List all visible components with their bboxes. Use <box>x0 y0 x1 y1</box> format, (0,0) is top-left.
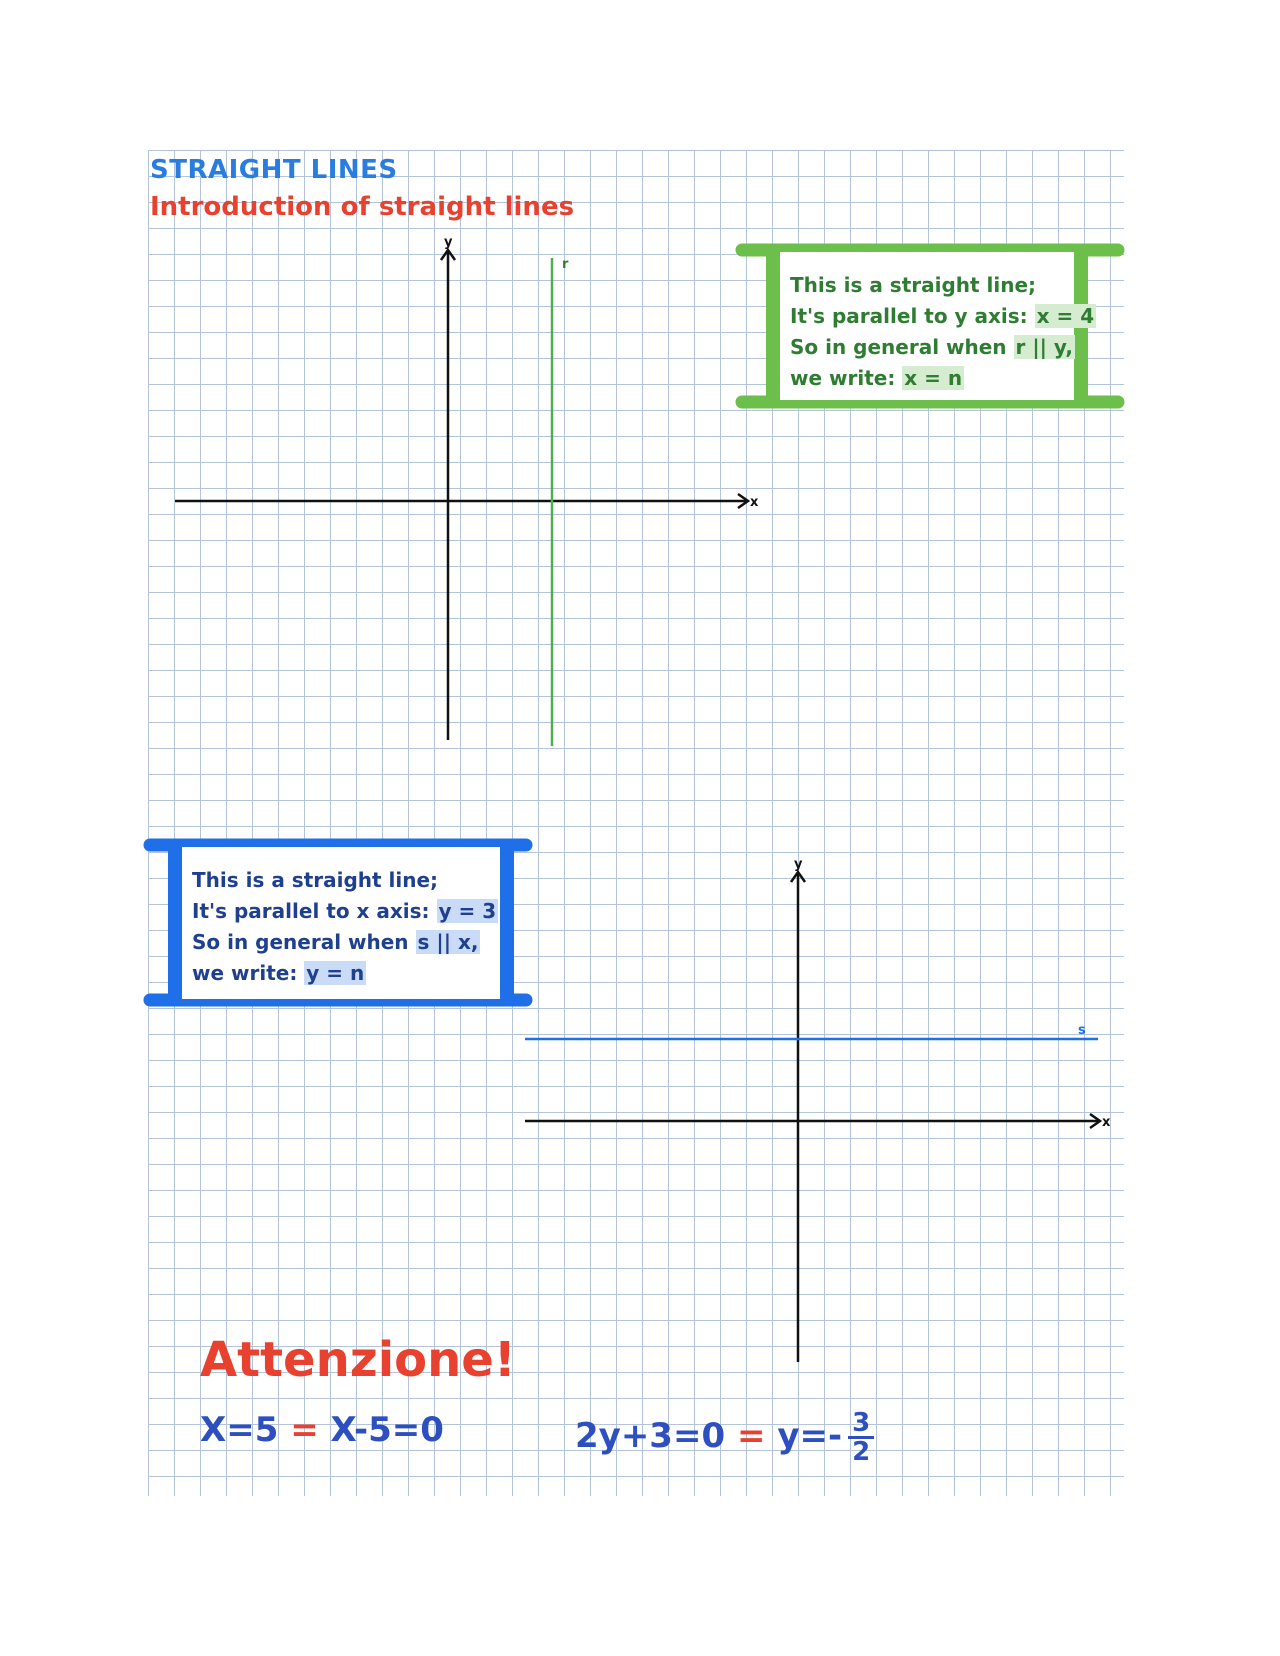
attention-heading: Attenzione! <box>200 1332 516 1388</box>
note-green-line-3-text: So in general when <box>790 335 1014 359</box>
line-r-label: r <box>562 257 569 272</box>
graph-bottom-y-label: y <box>794 857 803 872</box>
eq2-left: 2y+3=0 <box>575 1416 726 1456</box>
eq1-right: X-5=0 <box>330 1410 444 1450</box>
eq1-left: X=5 <box>200 1410 279 1450</box>
eq2-fraction <box>848 1410 874 1465</box>
note-green-line-2-text: It's parallel to y axis: <box>790 304 1035 328</box>
note-blue-line-3-highlight: s || x, <box>417 930 479 954</box>
line-s-label: s <box>1078 1023 1086 1038</box>
eq2-denominator: 2 <box>852 1437 871 1467</box>
note-green-line-4-highlight: x = n <box>904 366 963 390</box>
equation-horizontal-example <box>575 1410 874 1465</box>
eq2-separator: = <box>736 1416 766 1456</box>
note-green-line-3 <box>790 332 1073 363</box>
eq1-separator: = <box>290 1410 319 1450</box>
note-green-line-4-text: we write: <box>790 366 903 390</box>
note-green-line-4 <box>790 363 1064 394</box>
note-vertical-line <box>766 252 1095 400</box>
note-blue-line-3-text: So in general when <box>192 930 416 954</box>
note-blue-line-4 <box>192 958 490 989</box>
equation-vertical-example <box>200 1410 444 1450</box>
note-blue-line-2-text: It's parallel to x axis: <box>192 899 437 923</box>
note-green-line-2 <box>790 301 1095 332</box>
graph-bottom-x-label: x <box>1102 1115 1111 1130</box>
graph-bottom <box>525 857 1111 1362</box>
page-subtitle: Introduction of straight lines <box>150 192 575 222</box>
page-title: STRAIGHT LINES <box>150 155 398 185</box>
graph-top-y-label: y <box>444 235 453 250</box>
graph-top <box>175 235 759 746</box>
note-green-line-1: This is a straight line; <box>790 273 1037 297</box>
eq2-numerator: 3 <box>848 1410 874 1439</box>
note-blue-line-4-text: we write: <box>192 961 305 985</box>
note-blue-line-3 <box>192 927 490 958</box>
graph-top-x-label: x <box>750 495 759 510</box>
note-green-line-2-highlight: x = 4 <box>1036 304 1095 328</box>
note-blue-line-4-highlight: y = n <box>306 961 365 985</box>
note-blue-line-2 <box>192 896 497 927</box>
note-blue-line-2-highlight: y = 3 <box>438 899 497 923</box>
note-blue-line-1: This is a straight line; <box>192 868 439 892</box>
note-horizontal-line <box>168 847 514 999</box>
eq2-right: y=- <box>777 1416 843 1456</box>
note-green-line-3-highlight: r || y, <box>1015 335 1073 359</box>
